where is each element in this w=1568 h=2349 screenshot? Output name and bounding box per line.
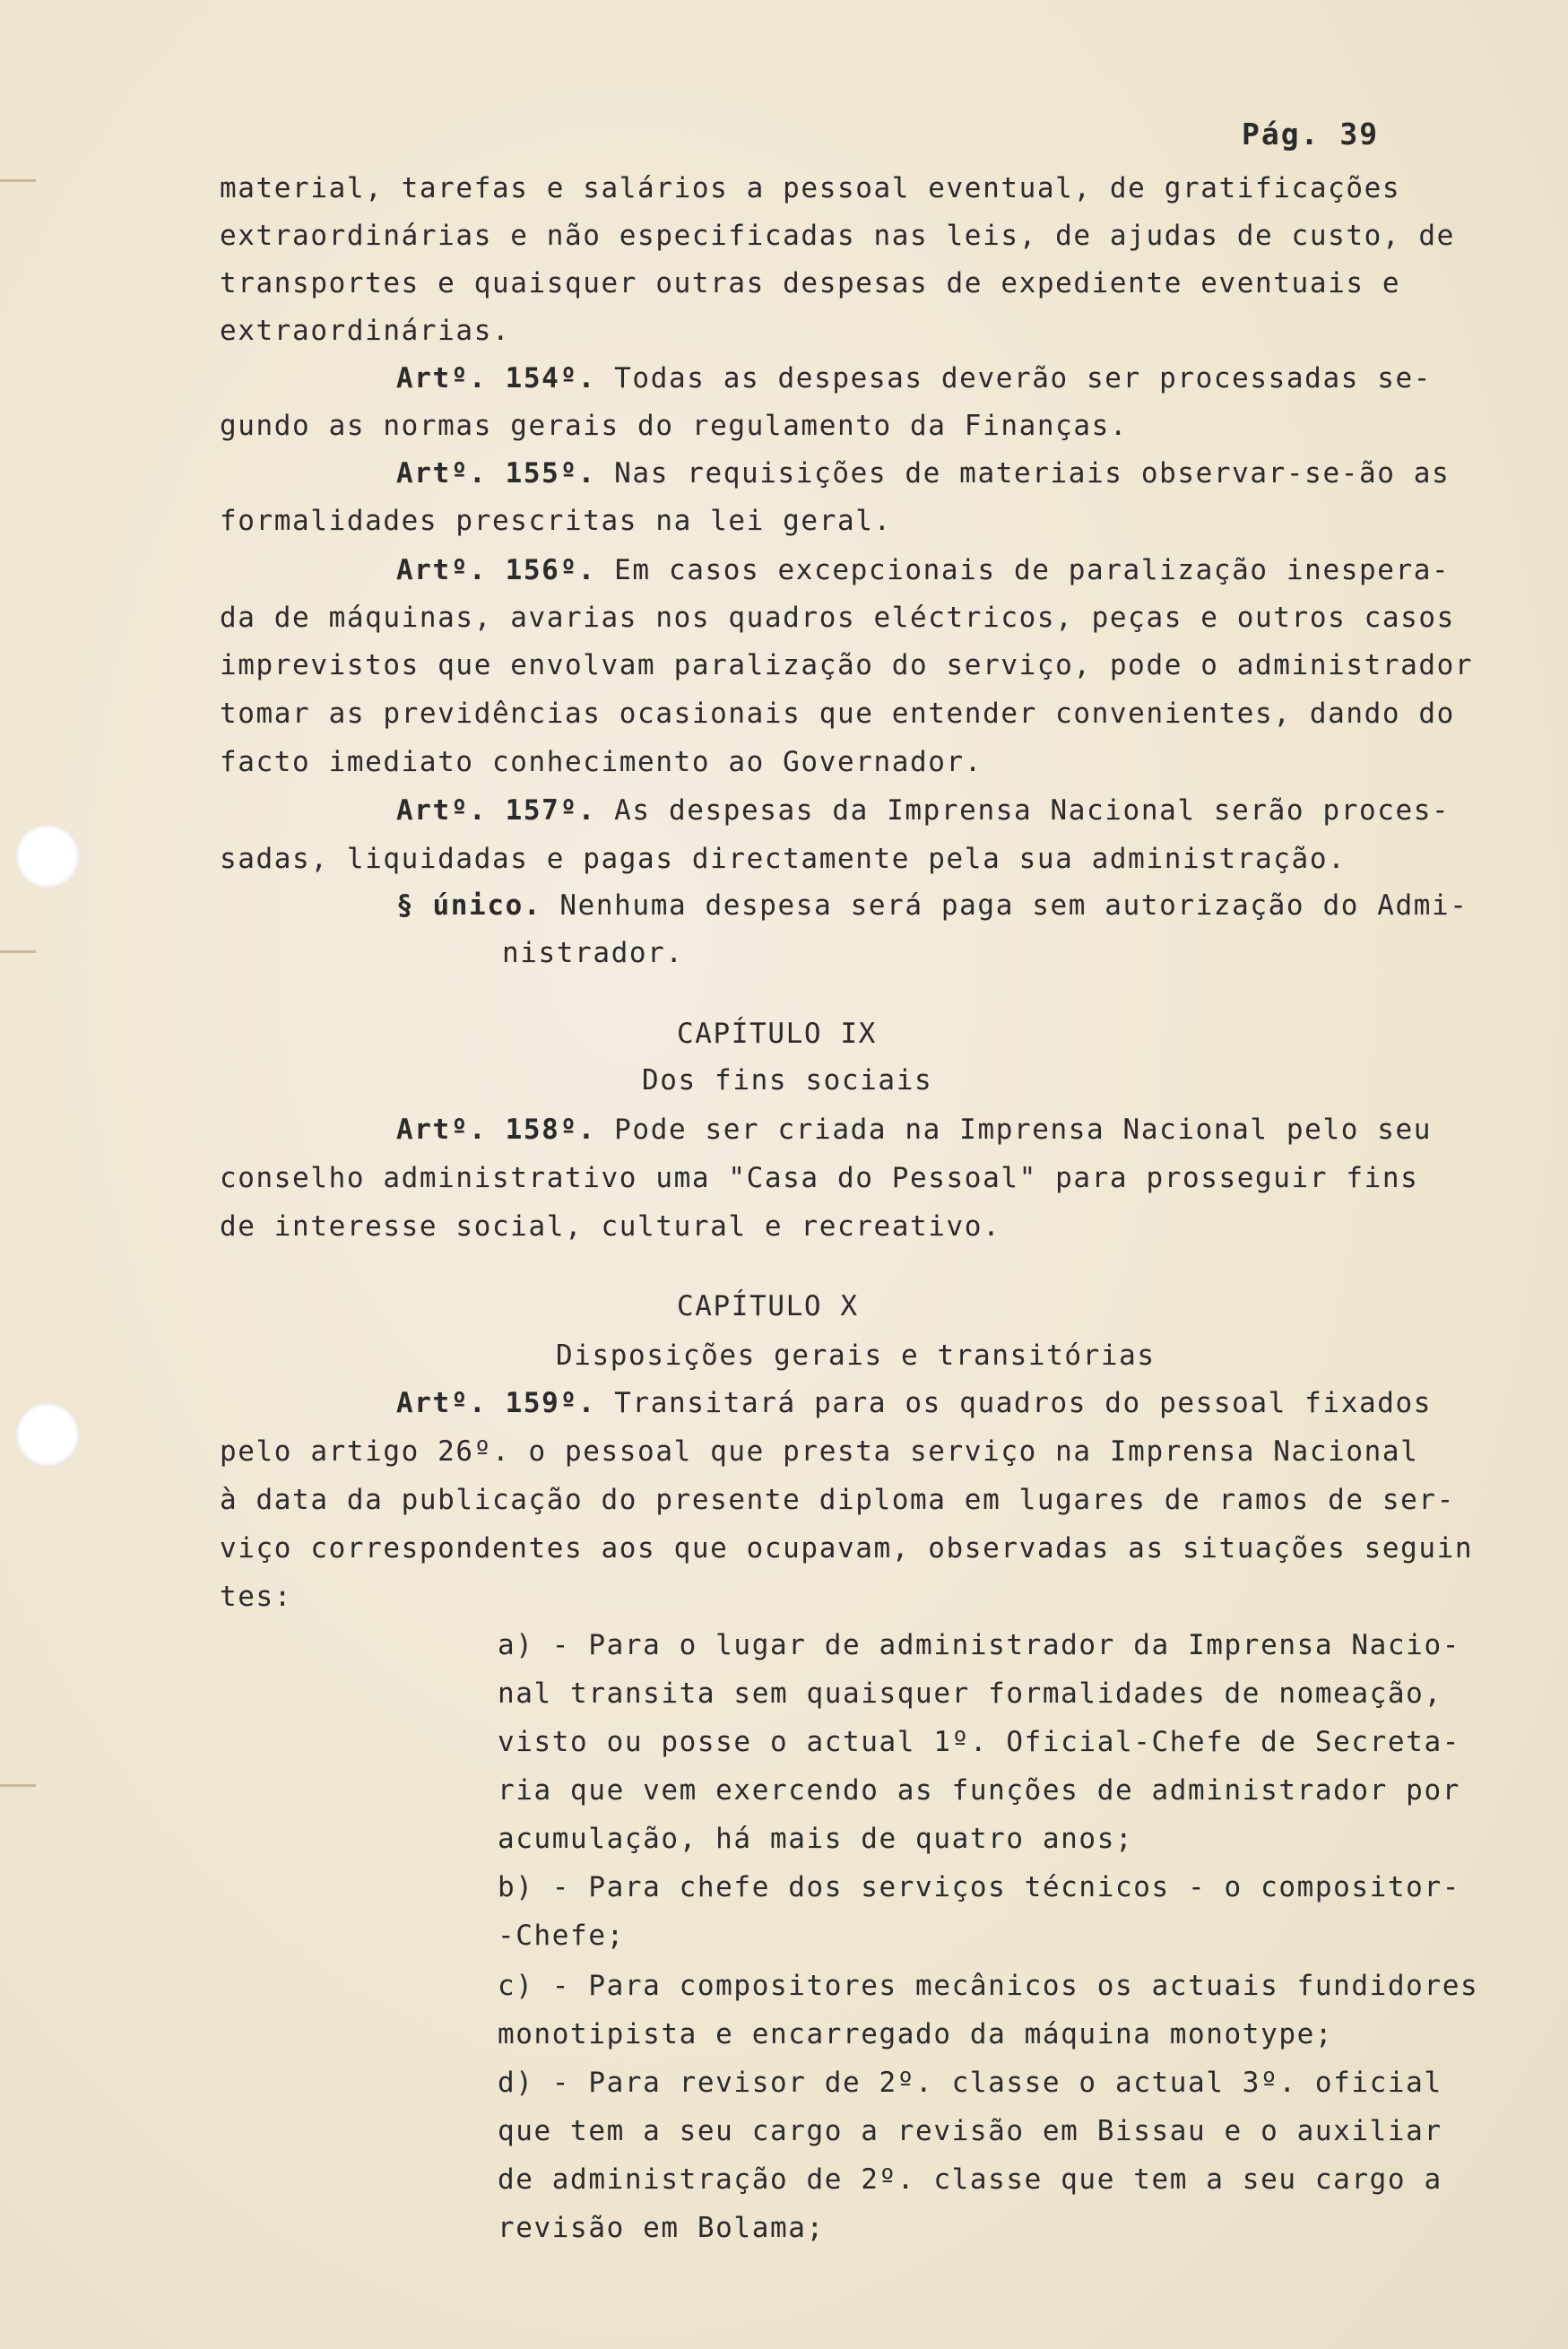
article-text: Transitará para os quadros do pessoal fixados xyxy=(595,1387,1433,1419)
article-text: Todas as despesas deverão ser processadas se- xyxy=(595,362,1433,394)
article-label: Artº. 154º. xyxy=(396,362,596,394)
item-d-line: de administração de 2º. classe que tem a seu cargo a xyxy=(498,2163,1442,2196)
article-label: Artº. 155º. xyxy=(396,457,596,490)
edge-mark xyxy=(0,1784,36,1787)
item-d-line: revisão em Bolama; xyxy=(498,2212,825,2244)
item-a-line: visto ou posse o actual 1º. Oficial-Chefe de Secreta- xyxy=(498,1726,1460,1758)
edge-mark xyxy=(0,179,36,182)
item-c-line: c) - Para compositores mecânicos os actuais fundidores xyxy=(498,1970,1479,2002)
article-text: Nas requisições de materiais observar-se-ão as xyxy=(595,457,1451,490)
item-a-line: nal transita sem quaisquer formalidades de nomeação, xyxy=(498,1677,1442,1710)
edge-mark xyxy=(0,950,36,953)
text-line: facto imediato conhecimento ao Governador. xyxy=(220,746,983,778)
text-line: formalidades prescritas na lei geral. xyxy=(220,505,892,537)
paragraph-text: Nenhuma despesa será paga sem autorização do Admi- xyxy=(541,889,1468,922)
text-line: conselho administrativo uma "Casa do Pessoal" para prosseguir fins xyxy=(220,1162,1419,1194)
text-line: de interesse social, cultural e recreativo. xyxy=(220,1210,1001,1243)
chapter-title: CAPÍTULO X xyxy=(677,1290,859,1322)
article-154 xyxy=(396,360,1432,396)
text-line: nistrador. xyxy=(502,937,684,969)
item-d-line: que tem a seu cargo a revisão em Bissau e o auxiliar xyxy=(498,2115,1442,2147)
article-label: Artº. 157º. xyxy=(396,794,596,827)
item-d-line: d) - Para revisor de 2º. classe o actual 3º. oficial xyxy=(498,2067,1442,2099)
page-number: Pág. 39 xyxy=(1242,117,1380,152)
article-label: Artº. 156º. xyxy=(396,554,596,586)
text-line: sadas, liquidadas e pagas directamente pela sua administração. xyxy=(220,843,1347,875)
item-a-line: ria que vem exercendo as funções de administrador por xyxy=(498,1774,1460,1807)
text-line: extraordinárias e não especificadas nas leis, de ajudas de custo, de xyxy=(220,220,1455,252)
text-line: viço correspondentes aos que ocupavam, observadas as situações seguin xyxy=(220,1532,1474,1565)
text-line: à data da publicação do presente diploma em lugares de ramos de ser- xyxy=(220,1484,1455,1516)
article-text: As despesas da Imprensa Nacional serão proces- xyxy=(595,794,1451,827)
article-158 xyxy=(396,1112,1432,1148)
text-line: pelo artigo 26º. o pessoal que presta serviço na Imprensa Nacional xyxy=(220,1435,1419,1468)
article-157 xyxy=(396,793,1450,828)
text-line: extraordinárias. xyxy=(220,315,511,347)
punch-hole-top xyxy=(16,825,79,888)
chapter-subtitle: Disposições gerais e transitórias xyxy=(556,1339,1156,1372)
chapter-title: CAPÍTULO IX xyxy=(677,1018,877,1050)
article-159 xyxy=(396,1385,1432,1421)
item-b-line: -Chefe; xyxy=(498,1920,625,1952)
chapter-subtitle: Dos fins sociais xyxy=(642,1064,933,1096)
item-a-line: a) - Para o lugar de administrador da Imprensa Nacio- xyxy=(498,1629,1460,1661)
text-line: gundo as normas gerais do regulamento da Finanças. xyxy=(220,410,1129,442)
article-label: Artº. 159º. xyxy=(396,1387,596,1419)
article-155 xyxy=(396,455,1450,491)
paragraph-label: § único. xyxy=(396,889,542,922)
text-line: tomar as previdências ocasionais que entender convenientes, dando do xyxy=(220,698,1455,730)
article-label: Artº. 158º. xyxy=(396,1114,596,1146)
item-a-line: acumulação, há mais de quatro anos; xyxy=(498,1823,1134,1855)
text-line: transportes e quaisquer outras despesas de expediente eventuais e xyxy=(220,267,1401,299)
article-text: Em casos excepcionais de paralização inespera- xyxy=(595,554,1451,586)
text-line: imprevistos que envolvam paralização do serviço, pode o administrador xyxy=(220,649,1474,681)
text-line: da de máquinas, avarias nos quadros eléctricos, peças e outros casos xyxy=(220,602,1455,634)
item-b-line: b) - Para chefe dos serviços técnicos - o compositor- xyxy=(498,1871,1460,1903)
item-c-line: monotipista e encarregado da máquina monotype; xyxy=(498,2018,1334,2050)
article-text: Pode ser criada na Imprensa Nacional pelo seu xyxy=(595,1114,1433,1146)
single-paragraph xyxy=(396,888,1468,923)
text-line: tes: xyxy=(220,1581,293,1613)
article-156 xyxy=(396,552,1450,588)
text-line: material, tarefas e salários a pessoal eventual, de gratificações xyxy=(220,172,1401,204)
punch-hole-bottom xyxy=(16,1403,79,1466)
